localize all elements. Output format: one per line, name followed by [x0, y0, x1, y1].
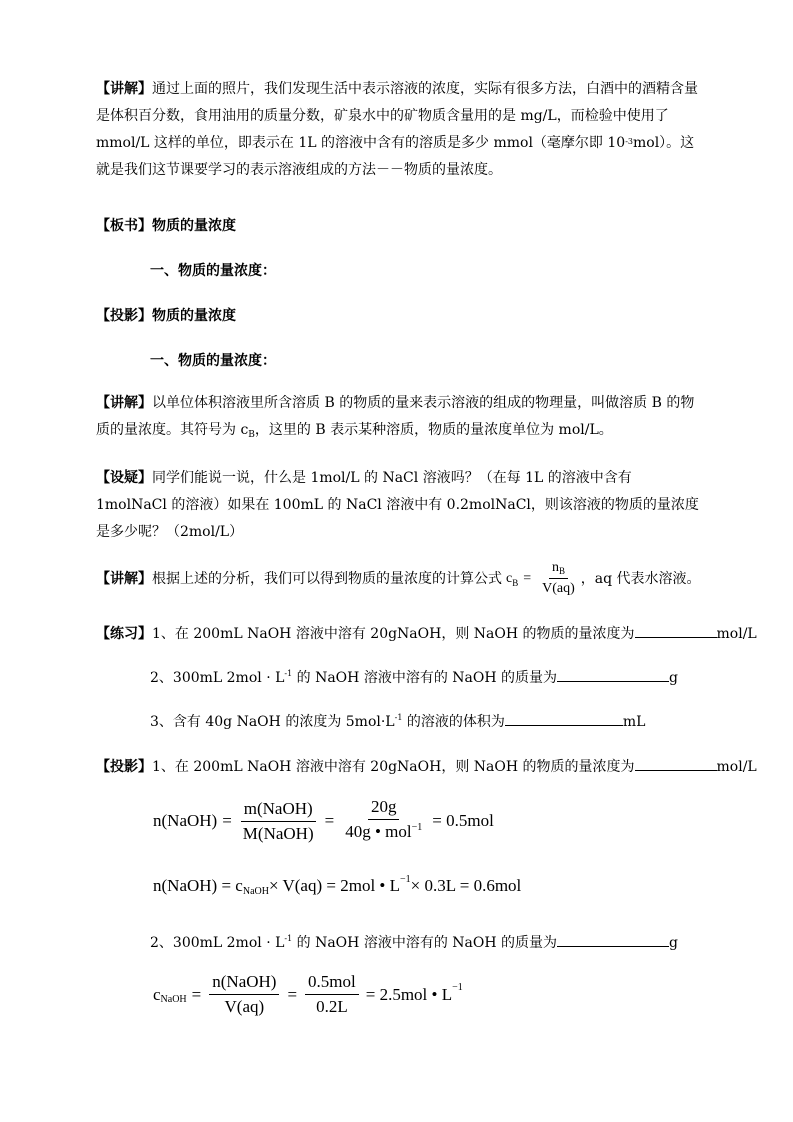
projection-1: 【投影】1、在 200mL NaOH 溶液中溶有 20gNaOH，则 NaOH 的物质的量浓度为 mol/L — [96, 755, 757, 777]
equation-moles-2: n(NaOH) = c NaOH × V(aq) = 2mol • L −1 × 0.3L = 0.6mol — [153, 873, 522, 897]
answer-blank[interactable] — [557, 666, 669, 682]
answer-blank[interactable] — [505, 710, 623, 726]
exercise-3: 3、含有 40g NaOH 的浓度为 $5mol\cdot L^{-1}$ 的溶液的体积为 mL — [150, 710, 645, 732]
subheading-1: 一、物质的量浓度： — [150, 263, 276, 279]
heading-projection: 【投影】物质的量浓度 — [96, 308, 236, 324]
paragraph-explanation-1: 【讲解】通过上面的照片，我们发现生活中表示溶液的浓度，实际有很多方法，白酒中的酒精含量是体积百分数，食用油用的质量分数，矿泉水中的矿物质含量用的是 mg/L，而检验中使用了 mmol/L 这样的单位，即表示在 1L 的溶液中含有的溶质是多少 mmol（毫摩尔即 $10^{-3}mol$）。这就是我们这节课要学习的表示溶液组成的方法－－物质的量浓度。 — [96, 81, 698, 178]
concentration-formula: c B = $\frac{n_B}{V(aq)}$ — [506, 560, 575, 596]
paragraph-explanation-2: 【讲解】以单位体积溶液里所含溶质 B 的物质的量来表示溶液的组成的物理量，叫做溶质 B 的物质的量浓度。其符号为 $c_B$，这里的 B 表示某种溶质，物质的量浓度单位为 mol/L。 — [96, 395, 695, 440]
projection-2: 2、300mL $2mol \cdot L^{-1}$ 的 NaOH 溶液中溶有的 NaOH 的质量为 g — [150, 931, 678, 953]
label-tag: 【讲解】 — [96, 81, 152, 97]
equation-concentration: c NaOH = $\frac{\text{n(NaOH)}}{V(aq)}$ = $\frac{\text{0.5mol}}{0.2L}$ = 2.5mol • L −1 — [153, 972, 463, 1016]
subheading-2: 一、物质的量浓度： — [150, 353, 276, 369]
equation-moles: n(NaOH) = $\frac{\text{m(NaOH)}}{\text{M(NaOH)}}$ = $\frac{20g}{40g • mol^{-1}}$ = 0.5mol — [153, 797, 494, 843]
paragraph-formula: 【讲解】 根据上述的分析，我们可以得到物质的量浓度的计算公式 c B = $\frac{n_B}{V(aq)}$ ，aq 代表水溶液。 — [96, 560, 701, 596]
paragraph-question: 【设疑】同学们能说一说，什么是 1mol/L 的 NaCl 溶液吗？（在每 1L 的溶液中含有 1molNaCl 的溶液）如果在 100mL 的 NaCl 溶液中有 0.2molNaCl，则该溶液的物质的量浓度是多少呢？（2mol/L） — [96, 470, 699, 540]
exercise-1: 【练习】1、在 200mL NaOH 溶液中溶有 20gNaOH，则 NaOH 的物质的量浓度为 mol/L — [96, 622, 757, 644]
heading-board: 【板书】物质的量浓度 — [96, 218, 236, 234]
answer-blank[interactable] — [557, 931, 669, 947]
answer-blank[interactable] — [635, 755, 717, 771]
exercise-2: 2、300mL $2mol \cdot L^{-1}$ 的 NaOH 溶液中溶有的 NaOH 的质量为 g — [150, 666, 678, 688]
answer-blank[interactable] — [635, 622, 717, 638]
